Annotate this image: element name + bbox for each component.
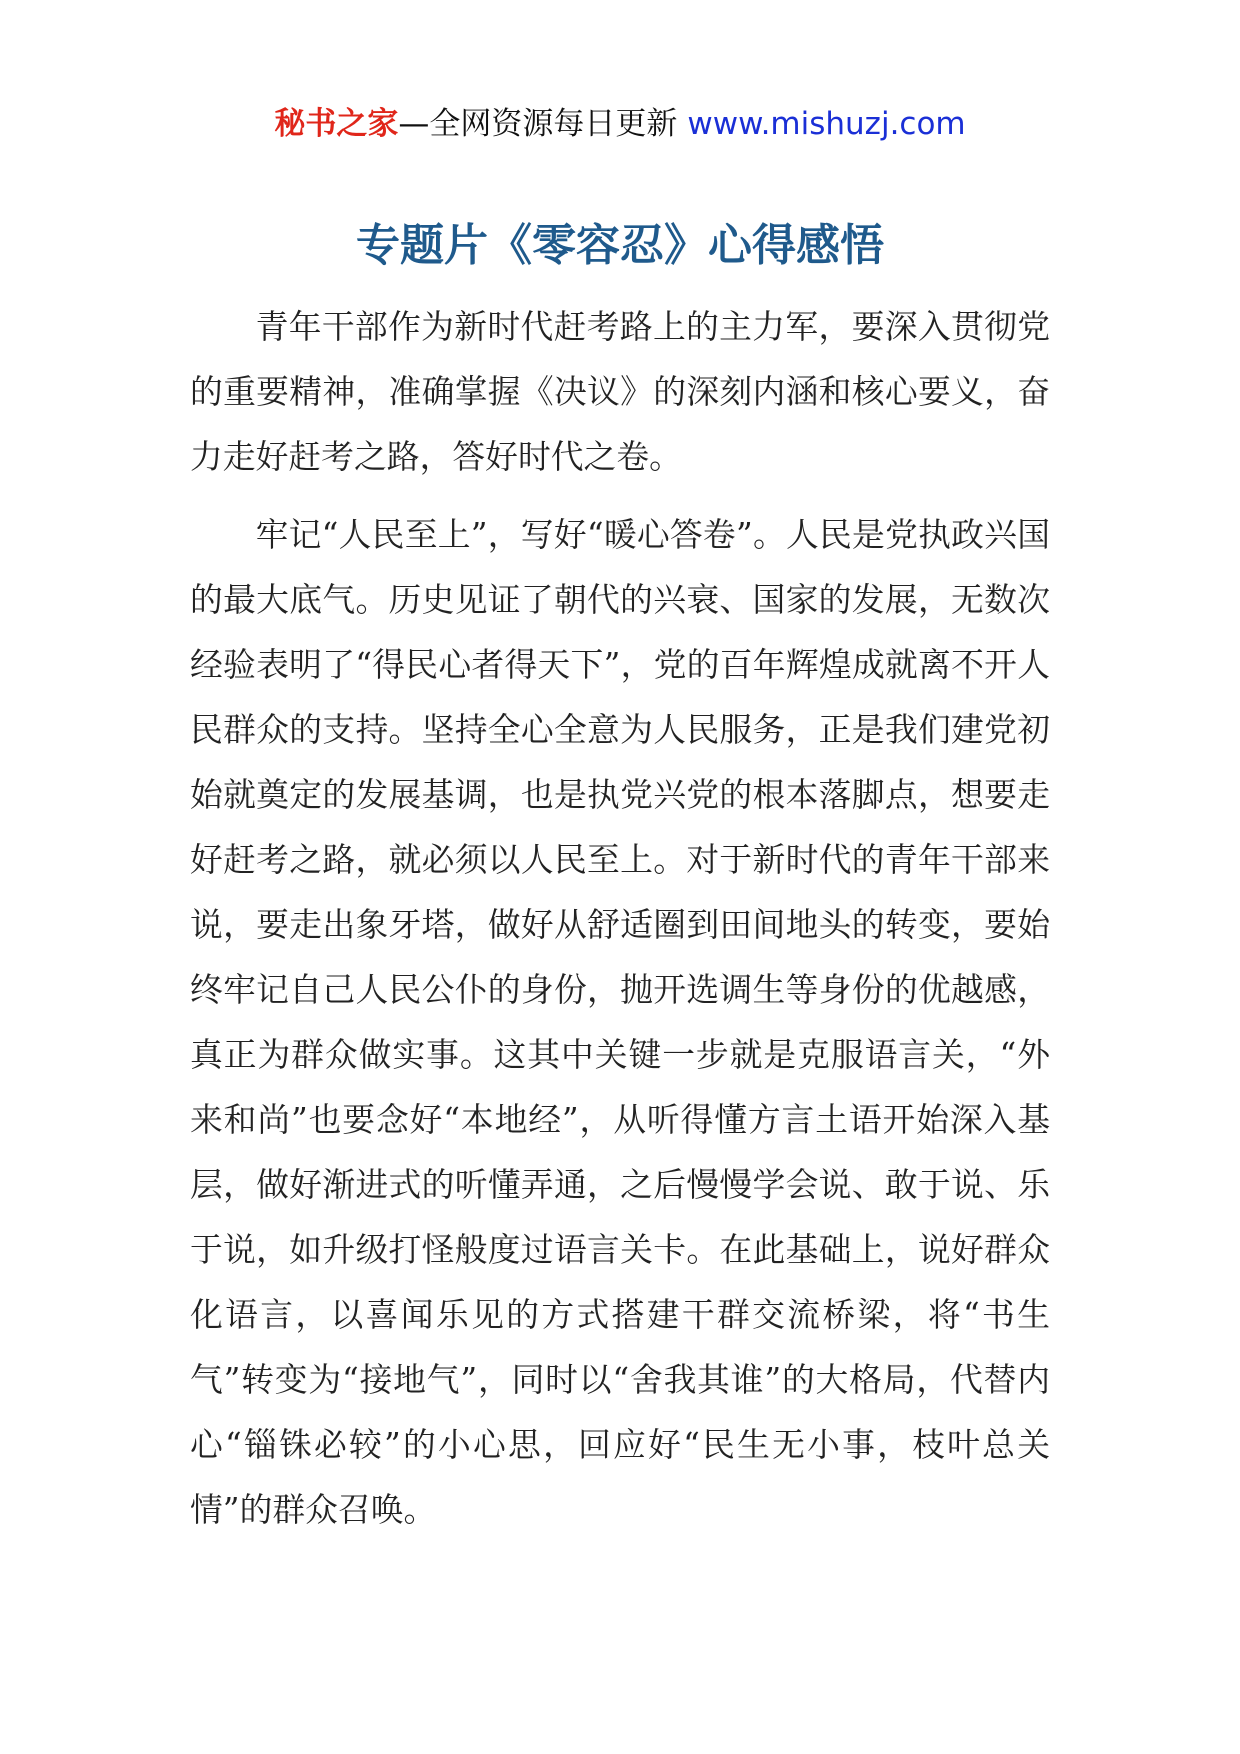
- site-tagline: —全网资源每日更新: [398, 106, 678, 142]
- paragraph-people-first: 牢记“人民至上”，写好“暖心答卷”。人民是党执政兴国的最大底气。历史见证了朝代的兴衰、国家的发展，无数次经验表明了“得民心者得天下”，党的百年辉煌成就离不开人民群众的支持。坚持全心全意为人民服务，正是我们建党初始就奠定的发展基调，也是执党兴党的根本落脚点，想要走好赶考之路，就必须以人民至上。对于新时代的青年干部来说，要走出象牙塔，做好从舒适圈到田间地头的转变，要始终牢记自己人民公仆的身份，抛开选调生等身份的优越感，真正为群众做实事。这其中关键一步就是克服语言关，“外来和尚”也要念好“本地经”，从听得懂方言土语开始深入基层，做好渐进式的听懂弄通，之后慢慢学会说、敢于说、乐于说，如升级打怪般度过语言关卡。在此基础上，说好群众化语言，以喜闻乐见的方式搭建干群交流桥梁，将“书生气”转变为“接地气”，同时以“舍我其谁”的大格局，代替内心“锱铢必较”的小心思，回应好“民生无小事，枝叶总关情”的群众召唤。: [190, 516, 1050, 1529]
- paragraph-intro: 青年干部作为新时代赶考路上的主力军，要深入贯彻党的重要精神，准确掌握《决议》的深刻内涵和核心要义，奋力走好赶考之路，答好时代之卷。: [190, 308, 1050, 476]
- site-header: [0, 100, 1240, 148]
- document-title: 专题片《零容忍》心得感悟: [356, 220, 884, 271]
- site-url-link[interactable]: www.mishuzj.com: [687, 106, 966, 142]
- document-body: [190, 295, 1050, 1543]
- site-brand: 秘书之家: [274, 106, 399, 142]
